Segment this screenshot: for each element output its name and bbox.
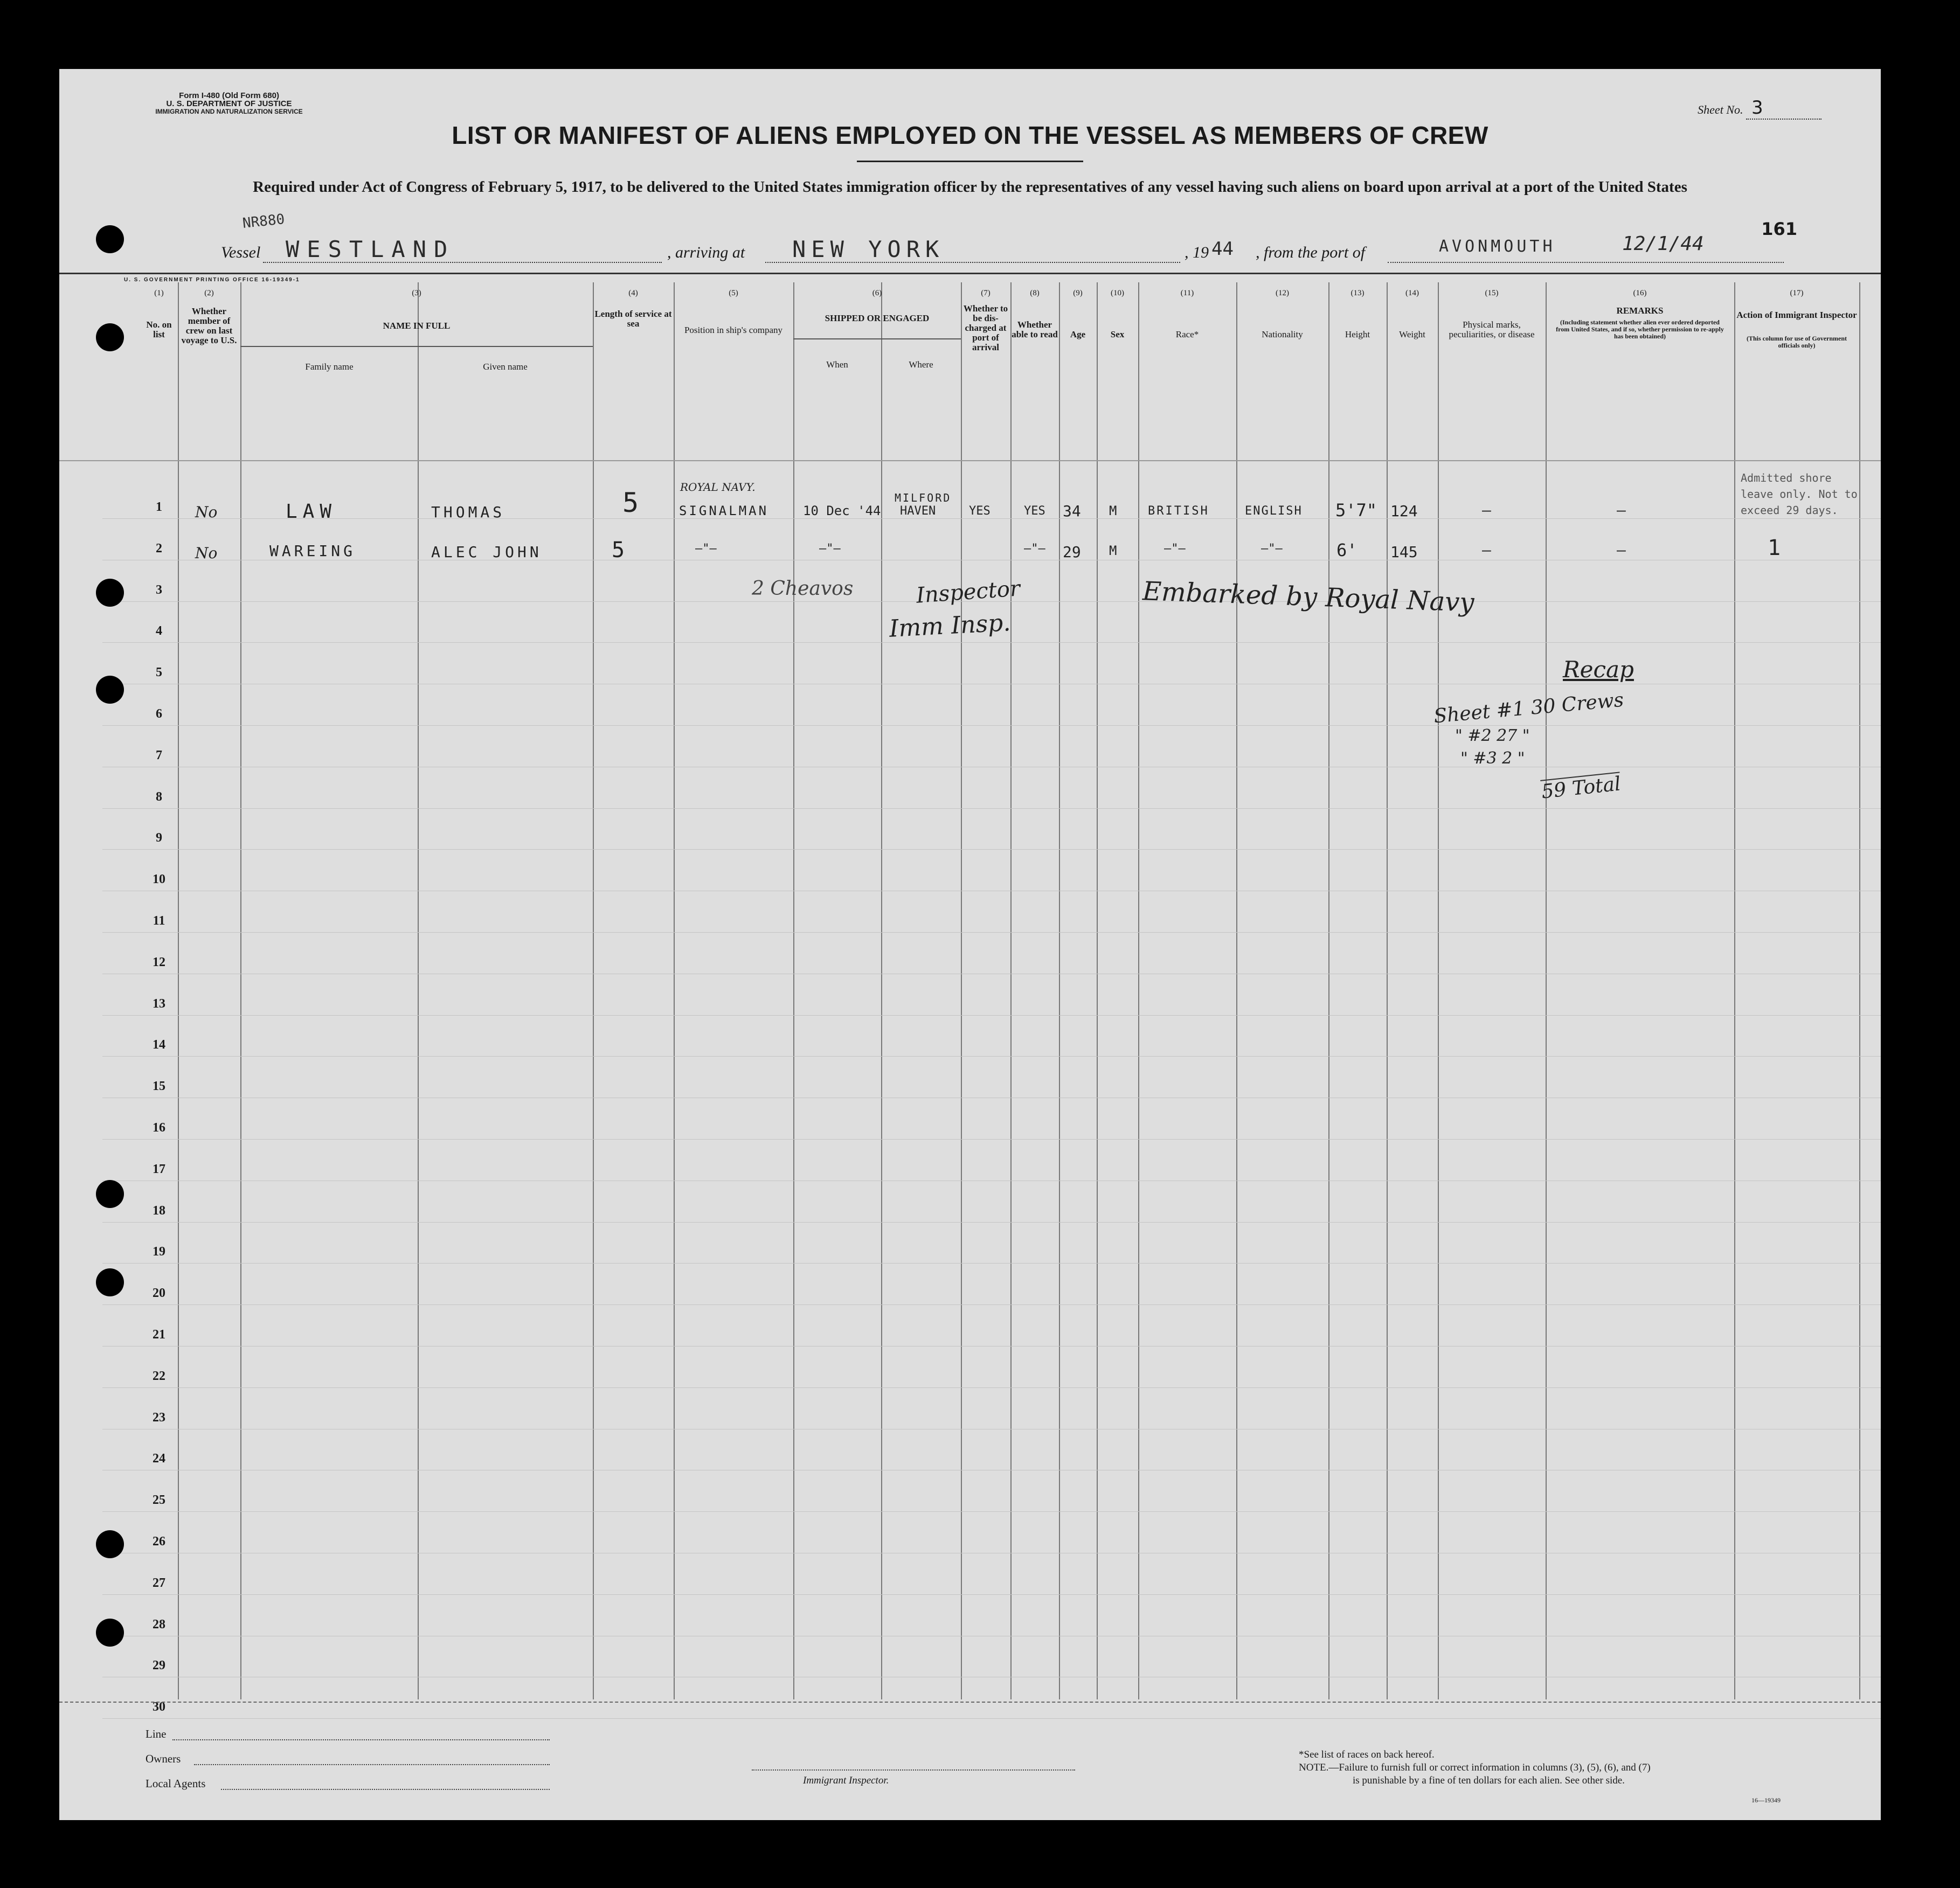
year-value: 44 — [1211, 238, 1234, 260]
col-num-11: (11) — [1180, 289, 1194, 297]
row1-service: 5 — [622, 487, 639, 518]
row1-marks: — — [1482, 501, 1491, 519]
col-head-when: When — [826, 359, 848, 370]
col-num-14: (14) — [1405, 289, 1419, 297]
row-number: 24 — [153, 1452, 165, 1466]
row-number: 27 — [153, 1576, 165, 1590]
col-head-sex: Sex — [1110, 329, 1125, 339]
row1-crew: No — [195, 503, 218, 521]
row1-when: 10 Dec '44 — [803, 503, 881, 518]
punch-hole — [96, 323, 124, 351]
row-number: 12 — [153, 955, 165, 969]
vessel-line — [221, 233, 1784, 268]
row2-sex: M — [1109, 543, 1117, 558]
row1-position-note: ROYAL NAVY. — [680, 481, 756, 494]
row-rule — [102, 518, 1881, 519]
from-label: , from the port of — [1256, 244, 1366, 261]
col-num-6: (6) — [872, 289, 882, 297]
col-head-race: Race* — [1175, 329, 1199, 339]
handwritten-count: 2 Cheavos — [752, 578, 854, 600]
stamp-number: 161 — [1761, 219, 1797, 239]
row2-weight: 145 — [1390, 543, 1418, 561]
row1-where: HAVEN — [900, 504, 936, 518]
row-number: 29 — [153, 1658, 165, 1672]
header-rule — [59, 273, 1881, 274]
col-head-given: Given name — [483, 362, 528, 372]
row2-race: —"— — [1164, 542, 1186, 556]
row-rule — [102, 1139, 1881, 1140]
vessel-label: Vessel — [221, 244, 261, 261]
row-rule — [102, 725, 1881, 726]
col-head-no: No. on list — [146, 320, 172, 339]
row-number: 19 — [153, 1245, 165, 1259]
handwritten-note: NR880 — [241, 211, 286, 232]
inspector-title: Imm Insp. — [888, 609, 1012, 643]
col-head-service: Length of service at sea — [594, 309, 672, 329]
punch-hole — [96, 225, 124, 253]
footer-agents-label: Local Agents — [146, 1777, 206, 1790]
row-number: 20 — [153, 1286, 165, 1300]
recap-title: Recap — [1563, 656, 1634, 683]
row-number: 16 — [153, 1121, 165, 1135]
row-number: 2 — [156, 542, 162, 556]
row-number: 17 — [153, 1162, 165, 1176]
row-number: 10 — [153, 872, 165, 886]
row2-read: —"— — [1024, 542, 1045, 556]
form-number: Form I-480 (Old Form 680) — [179, 91, 279, 100]
row1-family-name: LAW — [286, 501, 337, 523]
manifest-sheet — [59, 69, 1881, 1820]
row1-weight: 124 — [1390, 502, 1418, 520]
col-num-16: (16) — [1633, 289, 1647, 297]
col-head-action-note: (This column for use of Government officials only) — [1746, 335, 1847, 349]
col-head-crew: Whether member of crew on last voyage to U.S. — [181, 306, 237, 345]
col-num-15: (15) — [1485, 289, 1499, 297]
row2-crew: No — [195, 544, 218, 562]
row-number: 22 — [153, 1369, 165, 1383]
punch-hole — [96, 1530, 124, 1558]
row-number: 7 — [156, 748, 162, 762]
races-note: *See list of races on back hereof. — [1299, 1749, 1435, 1760]
row-rule — [102, 1056, 1881, 1057]
arriving-port: NEW YORK — [792, 236, 945, 262]
col-num-3: (3) — [412, 289, 421, 297]
row-number: 15 — [153, 1079, 165, 1093]
punch-hole — [96, 1180, 124, 1208]
col-num-10: (10) — [1111, 289, 1124, 297]
col-head-height: Height — [1345, 329, 1370, 339]
col-num-7: (7) — [981, 289, 991, 297]
col-head-shipped: SHIPPED OR ENGAGED — [825, 313, 930, 323]
row-rule — [102, 849, 1881, 850]
row1-given-name: THOMAS — [431, 503, 505, 521]
row2-service: 5 — [612, 538, 625, 563]
row-rule — [102, 1304, 1881, 1305]
recap-total: 59 Total — [1540, 773, 1622, 803]
failure-note: NOTE.—Failure to furnish full or correct information in columns (3), (5), (6), and (7) — [1299, 1762, 1651, 1773]
requirement-text: Required under Act of Congress of February 5, 1917, to be delivered to the United States immigration officer by the representatives of any vessel having such aliens on board upon arrival at a port of the United States — [253, 178, 1687, 196]
row2-marks: — — [1482, 541, 1491, 559]
col-head-discharged: Whether to be dis-charged at port of arrival — [963, 303, 1008, 352]
embarked-note: Embarked by Royal Navy — [1142, 576, 1475, 618]
row-rule — [102, 932, 1881, 933]
row2-action: 1 — [1768, 536, 1781, 560]
row-rule — [102, 642, 1881, 643]
col-head-marks: Physical marks, peculiarities, or disease — [1449, 320, 1535, 339]
row-number: 18 — [153, 1204, 165, 1218]
row1-remarks: — — [1617, 501, 1626, 519]
sheet-number — [1698, 97, 1822, 120]
row1-height: 5'7" — [1335, 500, 1377, 520]
row2-when: —"— — [819, 542, 841, 556]
punch-hole — [96, 1268, 124, 1296]
row1-where-note: MILFORD — [895, 491, 952, 504]
row-number: 9 — [156, 831, 162, 845]
col-head-remarks-note: (Including statement whether alien ever ordered deported from United States, and if so, whether permission to re-apply has been obtained) — [1556, 318, 1724, 340]
department-name: U. S. DEPARTMENT OF JUSTICE — [166, 99, 292, 108]
col-num-2: (2) — [204, 289, 214, 297]
row-number: 5 — [156, 665, 162, 679]
row2-remarks: — — [1617, 541, 1626, 559]
arriving-label: , arriving at — [667, 244, 745, 261]
inspector-signature: Inspector — [915, 576, 1021, 608]
page-title: LIST OR MANIFEST OF ALIENS EMPLOYED ON THE VESSEL AS MEMBERS OF CREW — [452, 121, 1488, 149]
row1-discharged: YES — [969, 504, 991, 518]
footer-code: 16—19349 — [1751, 1796, 1781, 1804]
row2-position: —"— — [695, 542, 717, 556]
row-number: 11 — [153, 914, 165, 928]
col-num-13: (13) — [1350, 289, 1365, 297]
row-number: 6 — [156, 707, 162, 721]
year-prefix: , 19 — [1185, 244, 1209, 261]
recap-line-1: Sheet #1 30 Crews — [1432, 689, 1625, 728]
row-number: 1 — [156, 500, 162, 514]
col-head-name: NAME IN FULL — [383, 321, 451, 331]
col-num-9: (9) — [1073, 289, 1083, 297]
row-rule — [102, 1222, 1881, 1223]
row2-age: 29 — [1063, 543, 1081, 561]
col-num-17: (17) — [1790, 289, 1804, 297]
row-rule — [102, 1511, 1881, 1512]
col-head-action: Action of Immigrant Inspector — [1736, 310, 1857, 320]
sheet-value: 3 — [1746, 97, 1822, 120]
row-rule — [102, 1263, 1881, 1264]
row-rule — [102, 1718, 1881, 1719]
row-number: 3 — [156, 583, 162, 597]
row2-height: 6' — [1336, 540, 1358, 560]
row1-action: Admitted shore leave only. Not to exceed 29 days. — [1741, 471, 1858, 517]
col-num-4: (4) — [628, 289, 638, 297]
punch-hole — [96, 579, 124, 607]
col-head-family: Family name — [305, 362, 354, 372]
from-date: 12/1/44 — [1622, 233, 1704, 255]
row2-nationality: —"— — [1261, 542, 1283, 556]
gpo-line: U. S. GOVERNMENT PRINTING OFFICE 16-19349-1 — [124, 277, 300, 283]
sheet-label: Sheet No. — [1698, 103, 1743, 116]
row-number: 14 — [153, 1038, 165, 1052]
col-head-remarks: REMARKS — [1616, 306, 1664, 316]
row-rule — [102, 1015, 1881, 1016]
col-num-1: (1) — [154, 289, 164, 297]
row-rule — [102, 1594, 1881, 1595]
recap-line-3: " #3 2 " — [1460, 749, 1525, 768]
row1-sex: M — [1109, 503, 1117, 518]
col-head-position: Position in ship's company — [684, 325, 783, 335]
row-number: 23 — [153, 1411, 165, 1425]
col-num-8: (8) — [1030, 289, 1040, 297]
punch-hole — [96, 1619, 124, 1647]
row1-position: SIGNALMAN — [679, 503, 769, 518]
recap-line-2: " #2 27 " — [1455, 726, 1530, 745]
col-num-12: (12) — [1276, 289, 1289, 297]
from-port: AVONMOUTH — [1439, 237, 1556, 256]
row-number: 4 — [156, 624, 162, 638]
col-head-where: Where — [909, 359, 933, 370]
service-name: IMMIGRATION AND NATURALIZATION SERVICE — [155, 108, 303, 115]
fine-note: is punishable by a fine of ten dollars for each alien. See other side. — [1353, 1775, 1625, 1786]
vessel-name: WESTLAND — [286, 236, 455, 262]
row-number: 25 — [153, 1493, 165, 1507]
row-rule — [102, 808, 1881, 809]
col-head-age: Age — [1070, 329, 1086, 339]
row1-nationality: ENGLISH — [1245, 504, 1303, 518]
row-number: 21 — [153, 1328, 165, 1342]
footer-owners-label: Owners — [146, 1752, 181, 1765]
footer-rule — [59, 1702, 1881, 1703]
col-num-5: (5) — [729, 289, 738, 297]
title-underline — [857, 161, 1083, 162]
row1-race: BRITISH — [1148, 504, 1209, 518]
row-number: 28 — [153, 1618, 165, 1632]
row-rule — [102, 1387, 1881, 1388]
immigrant-inspector-label: Immigrant Inspector. — [803, 1775, 889, 1786]
col-head-read: Whether able to read — [1012, 320, 1058, 339]
row-number: 13 — [153, 997, 165, 1011]
row1-read: YES — [1024, 504, 1045, 518]
col-head-weight: Weight — [1399, 329, 1425, 339]
footer-line-label: Line — [146, 1727, 167, 1740]
col-head-nationality: Nationality — [1262, 329, 1303, 339]
header-bottom-rule — [59, 460, 1881, 461]
crew-table — [59, 282, 1881, 1714]
row-number: 26 — [153, 1535, 165, 1549]
row2-given-name: ALEC JOHN — [431, 543, 542, 561]
row1-age: 34 — [1063, 502, 1081, 520]
punch-hole — [96, 676, 124, 704]
row-number: 30 — [153, 1700, 165, 1714]
form-identifier — [140, 92, 318, 116]
row-number: 8 — [156, 790, 162, 804]
row2-family-name: WAREING — [269, 542, 356, 560]
